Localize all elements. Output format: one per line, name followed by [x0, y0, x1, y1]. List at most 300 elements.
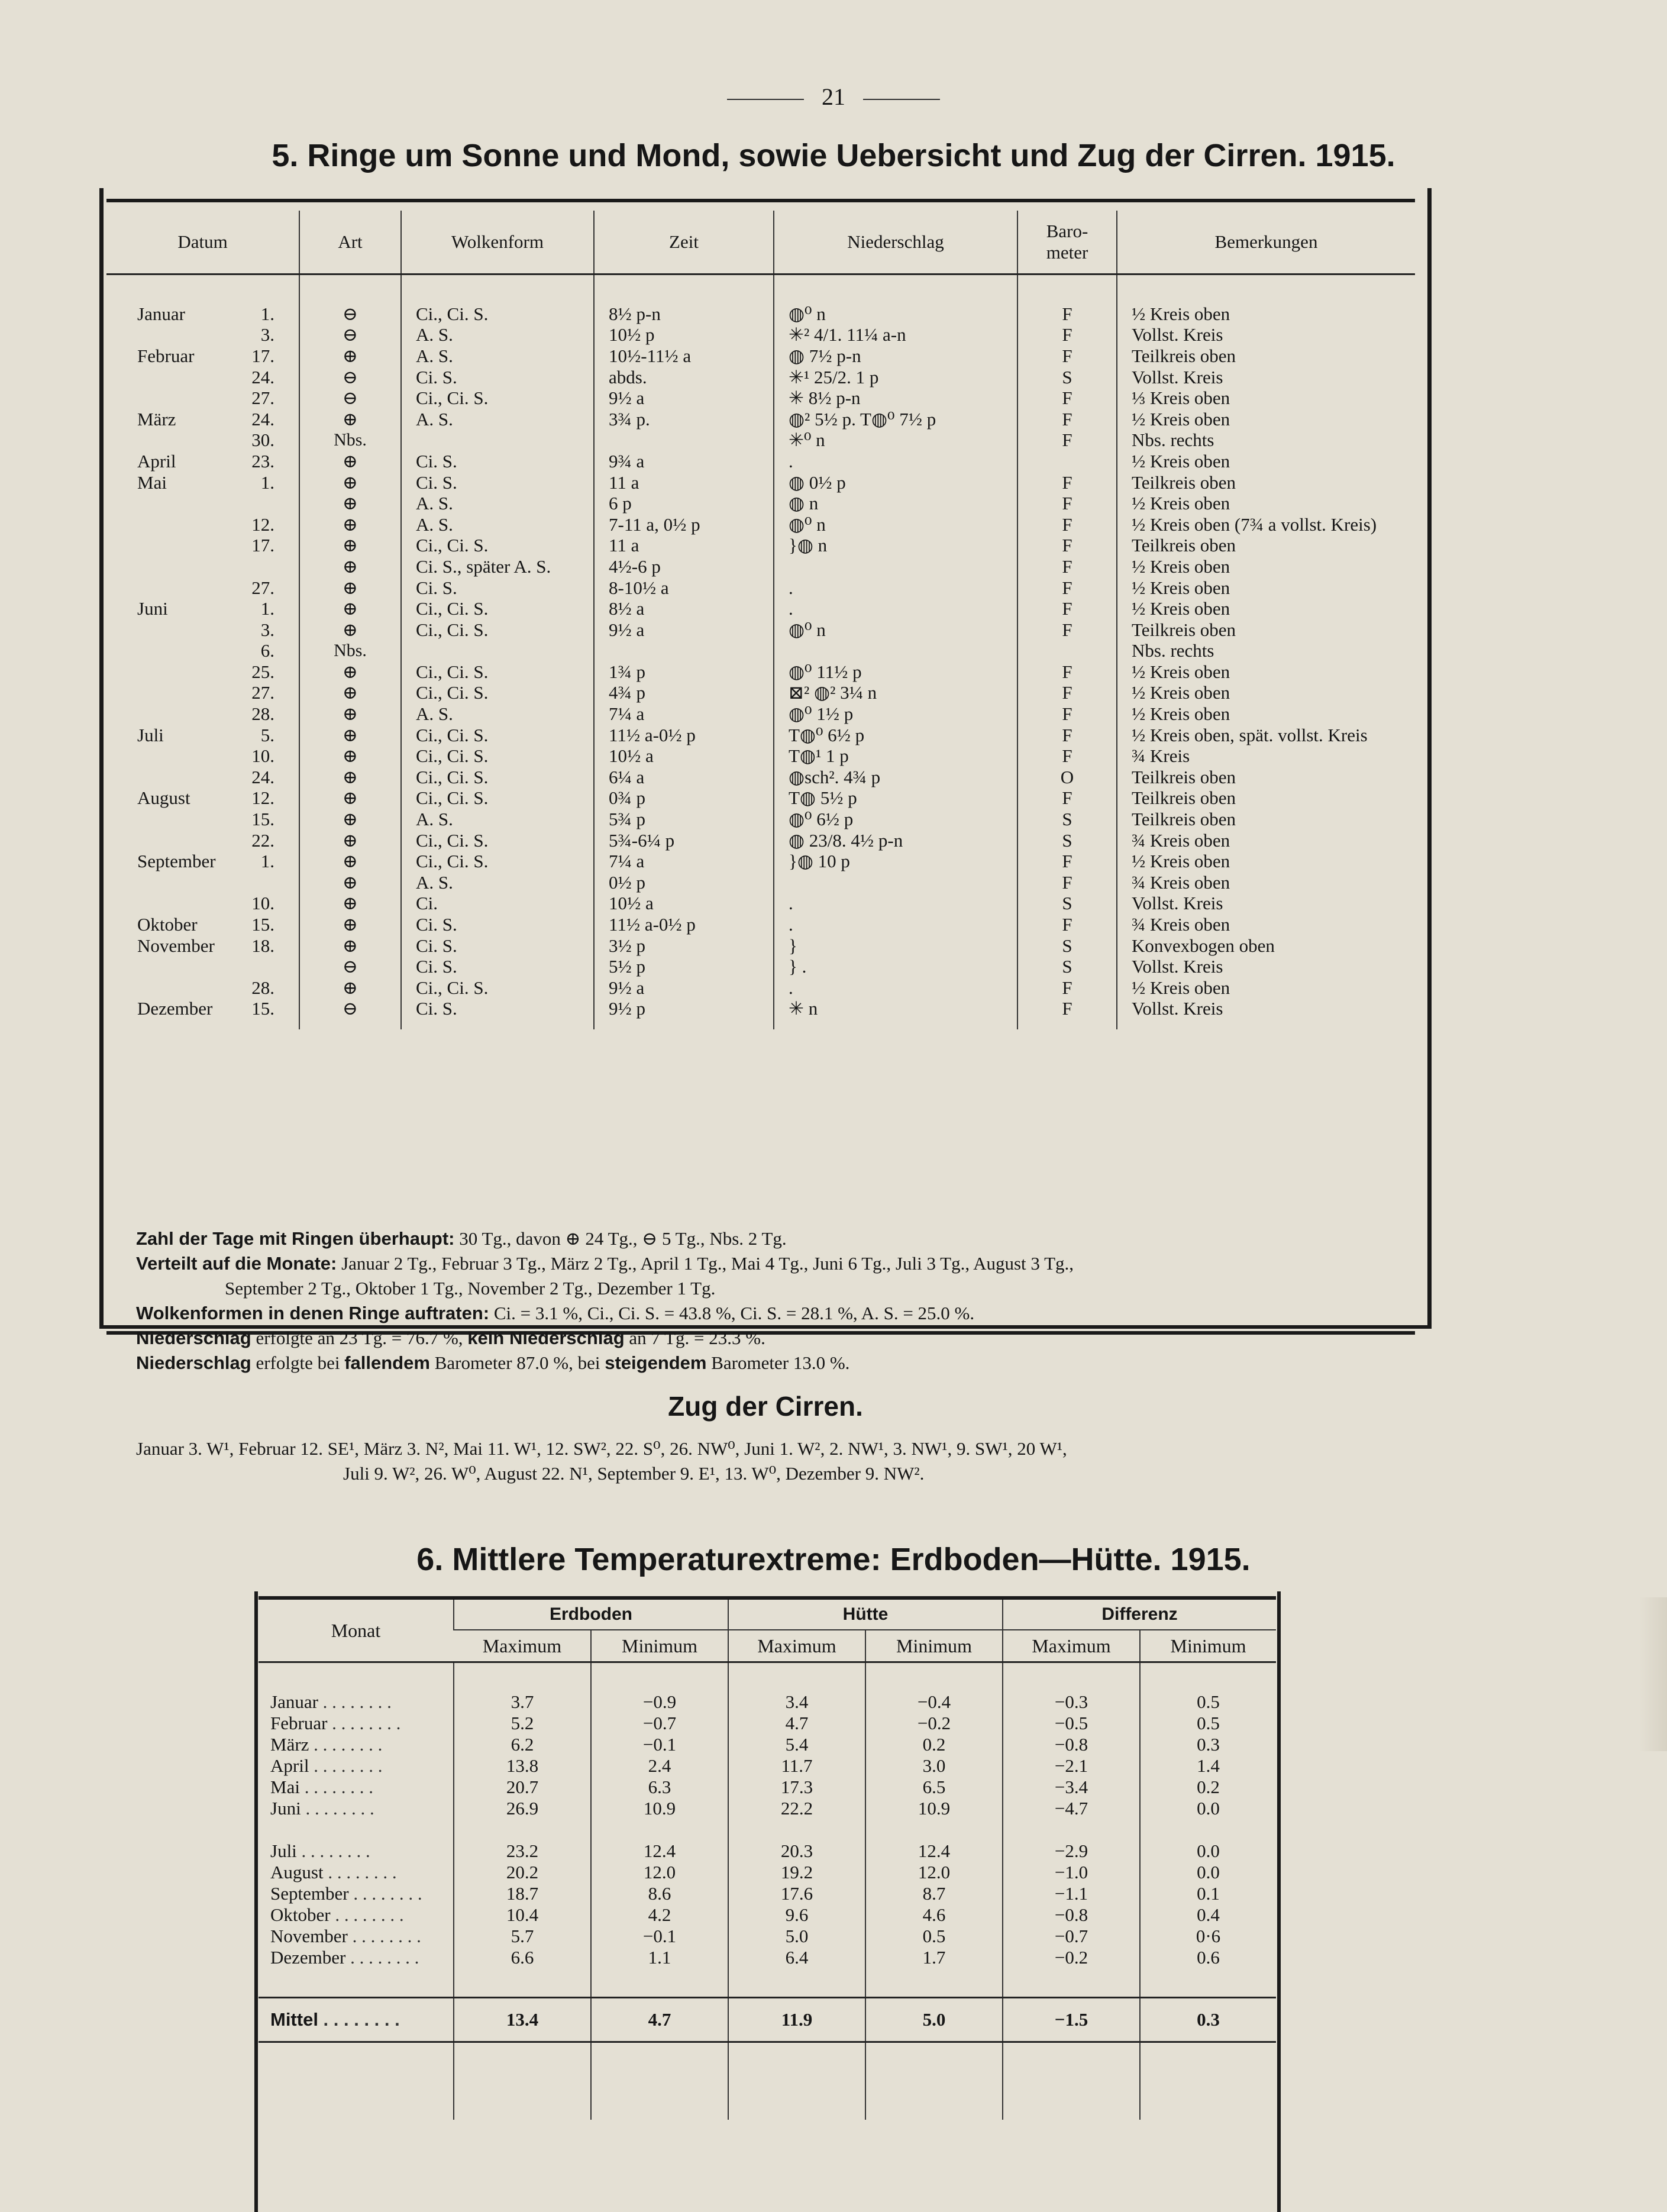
table-row: [259, 1862, 1276, 1883]
cloud-form-cell: Ci., Ci. S.: [401, 303, 594, 325]
value-cell: 1.1: [591, 1947, 728, 1968]
value-cell: 3.0: [865, 1755, 1003, 1777]
time-cell: 10½-11½ a: [594, 345, 774, 367]
date-cell: [106, 661, 299, 683]
precipitation-cell: ◍ 23/8. 4½ p-n: [774, 830, 1017, 851]
table-row: [259, 1777, 1276, 1798]
precipitation-cell: ◍² 5½ p. T◍⁰ 7½ p: [774, 409, 1017, 430]
cloud-form-cell: A. S.: [401, 872, 594, 893]
remarks-cell: ½ Kreis oben: [1117, 577, 1415, 599]
table-row: [259, 1840, 1276, 1862]
value-cell: 12.0: [865, 1862, 1003, 1883]
ring-type-cell: ⊖: [299, 367, 401, 388]
col-datum: Datum: [106, 211, 299, 275]
day-label: 12.: [251, 514, 274, 535]
remarks-cell: Teilkreis oben: [1117, 472, 1415, 493]
remarks-cell: ½ Kreis oben: [1117, 851, 1415, 872]
group-huette: Hütte: [728, 1598, 1003, 1630]
value-cell: 10.9: [865, 1798, 1003, 1819]
remarks-cell: ¾ Kreis oben: [1117, 872, 1415, 893]
remarks-cell: ½ Kreis oben: [1117, 493, 1415, 514]
table-row: [106, 598, 1415, 619]
month-cell: Februar . . . . . . . .: [270, 1713, 401, 1733]
table-row: [106, 830, 1415, 851]
day-label: 24.: [251, 366, 274, 387]
month-cell: April . . . . . . . .: [270, 1755, 383, 1776]
value-cell: 0.0: [1140, 1862, 1276, 1883]
value-cell: 4.2: [591, 1904, 728, 1926]
time-cell: 4½-6 p: [594, 556, 774, 577]
summary-line-4: Niederschlag erfolgte an 23 Tg. = 76.7 %, kein Niederschlag an 7 Tg. = 23.3 %.: [136, 1328, 765, 1348]
remarks-cell: ¾ Kreis: [1117, 745, 1415, 767]
time-cell: 10½ a: [594, 893, 774, 915]
month-label: Februar: [137, 345, 195, 366]
cloud-form-cell: A. S.: [401, 345, 594, 367]
value-cell: 3.7: [454, 1691, 591, 1713]
ring-type-cell: ⊕: [299, 409, 401, 430]
group-differenz: Differenz: [1003, 1598, 1276, 1630]
ring-type-cell: ⊕: [299, 472, 401, 493]
time-cell: 7-11 a, 0½ p: [594, 514, 774, 535]
ring-type-cell: Nbs.: [299, 430, 401, 451]
zug-text: [136, 1436, 1408, 1486]
month-label: April: [137, 451, 176, 472]
value-cell: 17.3: [728, 1777, 865, 1798]
value-cell: 0.5: [1140, 1691, 1276, 1713]
value-cell: −1.1: [1003, 1883, 1140, 1904]
table-row: [259, 1883, 1276, 1904]
time-cell: 11½ a-0½ p: [594, 725, 774, 746]
time-cell: 9½ a: [594, 387, 774, 409]
precipitation-cell: .: [774, 977, 1017, 999]
barometer-cell: S: [1017, 935, 1117, 957]
cloud-form-cell: [401, 641, 594, 662]
barometer-cell: F: [1017, 409, 1117, 430]
month-cell: Dezember . . . . . . . .: [270, 1947, 419, 1968]
value-cell: 0.2: [1140, 1777, 1276, 1798]
time-cell: 8-10½ a: [594, 577, 774, 599]
sub-minimum: Minimum: [591, 1630, 728, 1662]
table-row: [106, 661, 1415, 683]
date-cell: [106, 977, 299, 999]
table-row: [106, 430, 1415, 451]
value-cell: 3.4: [728, 1691, 865, 1713]
remarks-cell: Vollst. Kreis: [1117, 956, 1415, 977]
time-cell: 11 a: [594, 472, 774, 493]
table-row: [106, 451, 1415, 472]
cloud-form-cell: Ci. S.: [401, 451, 594, 472]
remarks-cell: Teilkreis oben: [1117, 767, 1415, 788]
barometer-cell: F: [1017, 514, 1117, 535]
month-label: September: [270, 1883, 349, 1904]
day-label: 1.: [260, 598, 274, 619]
time-cell: 6 p: [594, 493, 774, 514]
barometer-cell: F: [1017, 556, 1117, 577]
table-row: [106, 535, 1415, 557]
precipitation-cell: ◍ n: [774, 493, 1017, 514]
table-row: [106, 725, 1415, 746]
value-cell: −0.3: [1003, 1691, 1140, 1713]
remarks-cell: ½ Kreis oben: [1117, 556, 1415, 577]
ring-type-cell: ⊕: [299, 661, 401, 683]
month-label: August: [137, 787, 190, 809]
precipitation-cell: ✳ 8½ p-n: [774, 387, 1017, 409]
cloud-form-cell: A. S.: [401, 809, 594, 830]
barometer-cell: F: [1017, 872, 1117, 893]
barometer-cell: F: [1017, 345, 1117, 367]
date-cell: [106, 451, 299, 472]
time-cell: [594, 641, 774, 662]
precipitation-cell: .: [774, 451, 1017, 472]
day-label: 28.: [251, 703, 274, 725]
time-cell: 3½ p: [594, 935, 774, 957]
table-row: [259, 1947, 1276, 1968]
time-cell: 8½ p-n: [594, 303, 774, 325]
value-cell: 11.7: [728, 1755, 865, 1777]
value-cell: −2.9: [1003, 1840, 1140, 1862]
ring-type-cell: ⊕: [299, 809, 401, 830]
value-cell: 6.6: [454, 1947, 591, 1968]
remarks-cell: ¾ Kreis oben: [1117, 914, 1415, 935]
precipitation-cell: ◍⁰ n: [774, 303, 1017, 325]
value-cell: 6.3: [591, 1777, 728, 1798]
table-row: [259, 1734, 1276, 1755]
time-cell: 5¾-6¼ p: [594, 830, 774, 851]
remarks-cell: Teilkreis oben: [1117, 345, 1415, 367]
table-row: [106, 577, 1415, 599]
day-label: 15.: [251, 914, 274, 935]
cloud-form-cell: Ci., Ci. S.: [401, 745, 594, 767]
section5-title: 5. Ringe um Sonne und Mond, sowie Uebersicht und Zug der Cirren. 1915.: [272, 138, 1395, 173]
precipitation-cell: .: [774, 577, 1017, 599]
barometer-cell: F: [1017, 788, 1117, 809]
cloud-form-cell: Ci., Ci. S.: [401, 619, 594, 641]
time-cell: 5¾ p: [594, 809, 774, 830]
month-label: Januar: [270, 1691, 318, 1712]
barometer-cell: F: [1017, 325, 1117, 346]
date-cell: [106, 409, 299, 430]
sub-maximum: Maximum: [1003, 1630, 1140, 1662]
time-cell: 9½ p: [594, 999, 774, 1029]
month-label: November: [137, 935, 215, 956]
date-cell: [106, 367, 299, 388]
time-cell: 11½ a-0½ p: [594, 914, 774, 935]
value-cell: 10.4: [454, 1904, 591, 1926]
table-row: [106, 303, 1415, 325]
precipitation-cell: ✳ n: [774, 999, 1017, 1029]
value-cell: 1.7: [865, 1947, 1003, 1968]
value-cell: 6.2: [454, 1734, 591, 1755]
date-cell: [106, 956, 299, 977]
value-cell: 0.0: [1140, 1840, 1276, 1862]
precipitation-cell: ◍⁰ 6½ p: [774, 809, 1017, 830]
cloud-form-cell: Ci. S.: [401, 577, 594, 599]
precipitation-cell: ✳² 4/1. 11¼ a-n: [774, 325, 1017, 346]
value-cell: 26.9: [454, 1798, 591, 1819]
date-cell: [106, 809, 299, 830]
value-cell: 12.0: [591, 1862, 728, 1883]
day-label: 25.: [251, 661, 274, 682]
cloud-form-cell: Ci. S.: [401, 367, 594, 388]
month-label: Juni: [137, 598, 168, 619]
value-cell: 6.4: [728, 1947, 865, 1968]
table5-frame: [99, 188, 1432, 1484]
value-cell: 13.4: [454, 1998, 591, 2042]
time-cell: 7¼ a: [594, 703, 774, 725]
time-cell: 7¼ a: [594, 851, 774, 872]
ring-type-cell: ⊕: [299, 619, 401, 641]
month-cell: November . . . . . . . .: [270, 1926, 421, 1946]
barometer-cell: F: [1017, 999, 1117, 1029]
ring-type-cell: ⊕: [299, 703, 401, 725]
mittel-row: [259, 1998, 1276, 2042]
precipitation-cell: ◍sch². 4¾ p: [774, 767, 1017, 788]
month-label: März: [137, 408, 176, 430]
month-cell: Mittel . . . . . . . .: [259, 1998, 454, 2042]
precipitation-cell: .: [774, 893, 1017, 915]
day-label: 22.: [251, 829, 274, 851]
cloud-form-cell: Ci., Ci. S.: [401, 977, 594, 999]
ring-type-cell: ⊕: [299, 535, 401, 557]
barometer-cell: S: [1017, 809, 1117, 830]
time-cell: 9½ a: [594, 619, 774, 641]
precipitation-cell: ✳⁰ n: [774, 430, 1017, 451]
ring-type-cell: ⊕: [299, 683, 401, 704]
date-cell: [106, 830, 299, 851]
barometer-cell: F: [1017, 851, 1117, 872]
day-label: 1.: [260, 303, 274, 324]
time-cell: 8½ a: [594, 598, 774, 619]
ring-type-cell: ⊖: [299, 956, 401, 977]
month-label: Mai: [270, 1777, 300, 1797]
barometer-cell: F: [1017, 914, 1117, 935]
summary-line-1: Zahl der Tage mit Ringen überhaupt: 30 Tg., davon ⊕ 24 Tg., ⊖ 5 Tg., Nbs. 2 Tg.: [136, 1228, 787, 1249]
table-row: [106, 935, 1415, 957]
precipitation-cell: }◍ 10 p: [774, 851, 1017, 872]
barometer-cell: O: [1017, 767, 1117, 788]
barometer-cell: [1017, 641, 1117, 662]
table-row: [259, 1691, 1276, 1713]
ring-type-cell: Nbs.: [299, 641, 401, 662]
day-label: 30.: [251, 430, 274, 451]
barometer-cell: F: [1017, 745, 1117, 767]
value-cell: 8.6: [591, 1883, 728, 1904]
remarks-cell: Nbs. rechts: [1117, 641, 1415, 662]
precipitation-cell: }◍ n: [774, 535, 1017, 557]
group-erdboden: Erdboden: [454, 1598, 728, 1630]
value-cell: 9.6: [728, 1904, 865, 1926]
month-label: September: [137, 851, 216, 872]
precipitation-cell: [774, 556, 1017, 577]
precipitation-cell: [774, 641, 1017, 662]
precipitation-cell: [774, 872, 1017, 893]
col-monat: Monat: [259, 1598, 454, 1662]
barometer-cell: F: [1017, 472, 1117, 493]
month-label: Januar: [137, 303, 185, 324]
summary-line-3: Wolkenformen in denen Ringe auftraten: Ci. = 3.1 %, Ci., Ci. S. = 43.8 %, Ci. S. = 28.1 %, A. S. = 25.0 %.: [136, 1303, 975, 1323]
date-cell: [106, 430, 299, 451]
summary-line-2-cont: September 2 Tg., Oktober 1 Tg., November 2 Tg., Dezember 1 Tg.: [225, 1278, 716, 1299]
remarks-cell: Nbs. rechts: [1117, 430, 1415, 451]
value-cell: 0.3: [1140, 1998, 1276, 2042]
day-label: 24.: [251, 408, 274, 430]
month-cell: Oktober . . . . . . . .: [270, 1904, 404, 1925]
cloud-form-cell: Ci., Ci. S.: [401, 725, 594, 746]
date-cell: [106, 535, 299, 557]
value-cell: 5.4: [728, 1734, 865, 1755]
value-cell: 4.7: [591, 1998, 728, 2042]
day-label: 3.: [260, 619, 274, 640]
ring-type-cell: ⊖: [299, 325, 401, 346]
table-row: [106, 325, 1415, 346]
day-label: 27.: [251, 577, 274, 598]
ring-type-cell: ⊕: [299, 872, 401, 893]
barometer-cell: S: [1017, 893, 1117, 915]
date-cell: [106, 577, 299, 599]
ring-type-cell: ⊖: [299, 387, 401, 409]
value-cell: 0.6: [1140, 1947, 1276, 1968]
precipitation-cell: T◍¹ 1 p: [774, 745, 1017, 767]
precipitation-cell: T◍ 5½ p: [774, 788, 1017, 809]
remarks-cell: Teilkreis oben: [1117, 535, 1415, 557]
value-cell: 19.2: [728, 1862, 865, 1883]
date-cell: [106, 788, 299, 809]
month-cell: Juni . . . . . . . .: [270, 1798, 374, 1819]
value-cell: 17.6: [728, 1883, 865, 1904]
month-label: Mai: [137, 472, 167, 493]
month-label: Juni: [270, 1798, 301, 1819]
ring-type-cell: ⊕: [299, 556, 401, 577]
day-label: 28.: [251, 977, 274, 998]
value-cell: −0.1: [591, 1734, 728, 1755]
cloud-form-cell: Ci. S.: [401, 914, 594, 935]
time-cell: 0½ p: [594, 872, 774, 893]
value-cell: −0.7: [591, 1713, 728, 1734]
precipitation-cell: } .: [774, 956, 1017, 977]
cloud-form-cell: A. S.: [401, 325, 594, 346]
table-row: [259, 1798, 1276, 1819]
sub-minimum: Minimum: [865, 1630, 1003, 1662]
time-cell: 3¾ p.: [594, 409, 774, 430]
table-row: [106, 745, 1415, 767]
cloud-form-cell: Ci., Ci. S.: [401, 767, 594, 788]
time-cell: 11 a: [594, 535, 774, 557]
time-cell: abds.: [594, 367, 774, 388]
time-cell: 9¾ a: [594, 451, 774, 472]
day-label: 17.: [251, 345, 274, 366]
remarks-cell: ½ Kreis oben: [1117, 409, 1415, 430]
value-cell: 20.7: [454, 1777, 591, 1798]
date-cell: [106, 851, 299, 872]
value-cell: −0.8: [1003, 1734, 1140, 1755]
time-cell: 0¾ p: [594, 788, 774, 809]
table-row: [106, 367, 1415, 388]
date-cell: [106, 999, 299, 1029]
zug-title: Zug der Cirren.: [668, 1391, 863, 1422]
cloud-form-cell: Ci. S., später A. S.: [401, 556, 594, 577]
ring-type-cell: ⊕: [299, 767, 401, 788]
rings-table-header: [106, 211, 1415, 275]
day-label: 12.: [251, 787, 274, 809]
cloud-form-cell: A. S.: [401, 409, 594, 430]
sub-maximum: Maximum: [728, 1630, 865, 1662]
value-cell: 0.1: [1140, 1883, 1276, 1904]
day-label: 18.: [251, 935, 274, 956]
date-cell: [106, 598, 299, 619]
time-cell: 10½ a: [594, 745, 774, 767]
page-edge-stain: [1639, 1597, 1667, 1751]
value-cell: 0.0: [1140, 1798, 1276, 1819]
ring-type-cell: ⊖: [299, 999, 401, 1029]
remarks-cell: Konvexbogen oben: [1117, 935, 1415, 957]
day-label: 10.: [251, 893, 274, 914]
time-cell: 4¾ p: [594, 683, 774, 704]
value-cell: 12.4: [865, 1840, 1003, 1862]
date-cell: [106, 767, 299, 788]
cloud-form-cell: A. S.: [401, 703, 594, 725]
month-label: April: [270, 1755, 309, 1776]
value-cell: 11.9: [728, 1998, 865, 2042]
table-row: [106, 345, 1415, 367]
table-row: [106, 893, 1415, 915]
table-row: [106, 472, 1415, 493]
value-cell: −4.7: [1003, 1798, 1140, 1819]
col-wolkenform: Wolkenform: [401, 211, 594, 275]
col-niederschlag: Niederschlag: [774, 211, 1017, 275]
value-cell: 5.0: [728, 1926, 865, 1947]
time-cell: 10½ p: [594, 325, 774, 346]
value-cell: −3.4: [1003, 1777, 1140, 1798]
ring-type-cell: ⊕: [299, 345, 401, 367]
ring-type-cell: ⊕: [299, 725, 401, 746]
month-cell: März . . . . . . . .: [270, 1734, 383, 1755]
col-zeit: Zeit: [594, 211, 774, 275]
barometer-cell: F: [1017, 430, 1117, 451]
value-cell: 0.5: [865, 1926, 1003, 1947]
cloud-form-cell: Ci., Ci. S.: [401, 598, 594, 619]
day-label: 1.: [260, 851, 274, 872]
barometer-cell: F: [1017, 577, 1117, 599]
table-row: [259, 1926, 1276, 1947]
value-cell: 18.7: [454, 1883, 591, 1904]
value-cell: −0.2: [865, 1713, 1003, 1734]
rings-summary: [136, 1226, 1408, 1375]
precipitation-cell: ◍⁰ 11½ p: [774, 661, 1017, 683]
table-row: [106, 767, 1415, 788]
cloud-form-cell: Ci., Ci. S.: [401, 683, 594, 704]
barometer-cell: F: [1017, 725, 1117, 746]
value-cell: 6.5: [865, 1777, 1003, 1798]
month-label: Dezember: [270, 1947, 346, 1968]
remarks-cell: ½ Kreis oben: [1117, 683, 1415, 704]
value-cell: 20.3: [728, 1840, 865, 1862]
value-cell: 0.5: [1140, 1713, 1276, 1734]
remarks-cell: ½ Kreis oben: [1117, 977, 1415, 999]
remarks-cell: ½ Kreis oben: [1117, 598, 1415, 619]
day-label: 15.: [251, 998, 274, 1019]
ring-type-cell: ⊕: [299, 893, 401, 915]
remarks-cell: ½ Kreis oben: [1117, 703, 1415, 725]
barometer-cell: S: [1017, 830, 1117, 851]
date-cell: [106, 514, 299, 535]
barometer-cell: F: [1017, 387, 1117, 409]
precipitation-cell: ◍⁰ n: [774, 619, 1017, 641]
barometer-cell: F: [1017, 493, 1117, 514]
barometer-cell: S: [1017, 956, 1117, 977]
remarks-cell: Teilkreis oben: [1117, 809, 1415, 830]
remarks-cell: Vollst. Kreis: [1117, 367, 1415, 388]
month-cell: August . . . . . . . .: [270, 1862, 397, 1882]
